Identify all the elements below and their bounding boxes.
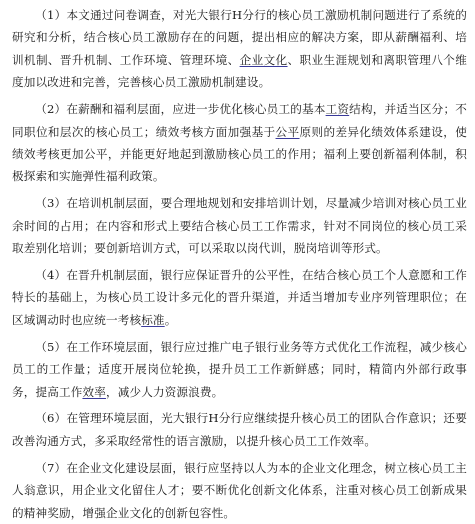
- paragraph-1: [12, 4, 467, 94]
- paragraph-text: 。: [164, 312, 177, 327]
- paragraph-text: （2）在薪酬和福利层面，应进一步优化核心员工的基本: [35, 102, 326, 117]
- paragraph-text: （1）本文通过问卷调查，对光大银行H分行的核心员工激励机制问题进行了系统的研究和分析，结合核心员工激励存在的问题，提出相应的解决方案，即从薪酬福利、培训机制、晋升机制、工作环境、管理环境、: [12, 8, 467, 67]
- underlined-term: 工资: [325, 102, 350, 117]
- underlined-term: 企业文化: [239, 52, 288, 67]
- paragraph-text: 、职业生涯规划和离职管理八个维度加以改进和完善，完善核心员工激励机制建设。: [12, 52, 467, 90]
- paragraph-text: 结构，并适当区分；不同职位和层次的核心员工；绩效考核方面加强基于: [12, 102, 467, 139]
- paragraph-7: [12, 457, 467, 524]
- paragraph-text: （5）在工作环境层面，银行应过推广电子银行业务等方式优化工作流程，减少核心员工的工作量；适度开展岗位轮换，提升员工工作新鲜感；同时，精简内外部行政事务，提高工作: [12, 339, 467, 399]
- paragraph-text: 原则的差异化绩效体系建设，使绩效考核更加公平，并能更好地起到激励核心员工的作用；福利上要创新福利体制，积极探索和实施弹性福利政策。: [12, 124, 467, 184]
- paragraph-4: [12, 264, 467, 331]
- paragraph-text: （7）在企业文化建设层面，银行应坚持以人为本的企业文化理念，树立核心员工主人翁意识，用企业文化留住人才；要不断优化创新文化体系，注重对核心员工创新成果的精神奖励，增强企业文化的创新包容性。: [12, 460, 467, 520]
- paragraph-2: [12, 98, 467, 188]
- underlined-term: 标准: [141, 312, 165, 327]
- paragraph-text: （3）在培训机制层面，要合理地规划和安排培训计划，尽量减少培训对核心员工业余时间的占用；在内容和形式上要结合核心员工工作需求，针对不同岗位的核心员工采取差别化培训；要创新培训方式，可以采取以岗代训，脱岗培训等形式。: [12, 196, 467, 256]
- paragraph-3: [12, 192, 467, 259]
- paragraph-text: （4）在晋升机制层面，银行应保证晋升的公平性，在结合核心员工个人意愿和工作特长的基础上，为核心员工设计多元化的晋升渠道，并适当增加专业序列管理职位；在区域调动时也应统一考核: [12, 267, 467, 327]
- paragraph-text: （6）在管理环境层面，光大银行H分行应继续提升核心员工的团队合作意识；还要改善沟通方式，多采取经常性的语言激励，以提升核心员工工作效率。: [12, 411, 467, 448]
- paragraph-5: [12, 336, 467, 403]
- paragraph-6: [12, 407, 467, 452]
- underlined-term: 效率: [82, 384, 106, 399]
- underlined-term: 公平: [275, 124, 300, 139]
- paragraph-text: ，减少人力资源浪费。: [105, 384, 224, 399]
